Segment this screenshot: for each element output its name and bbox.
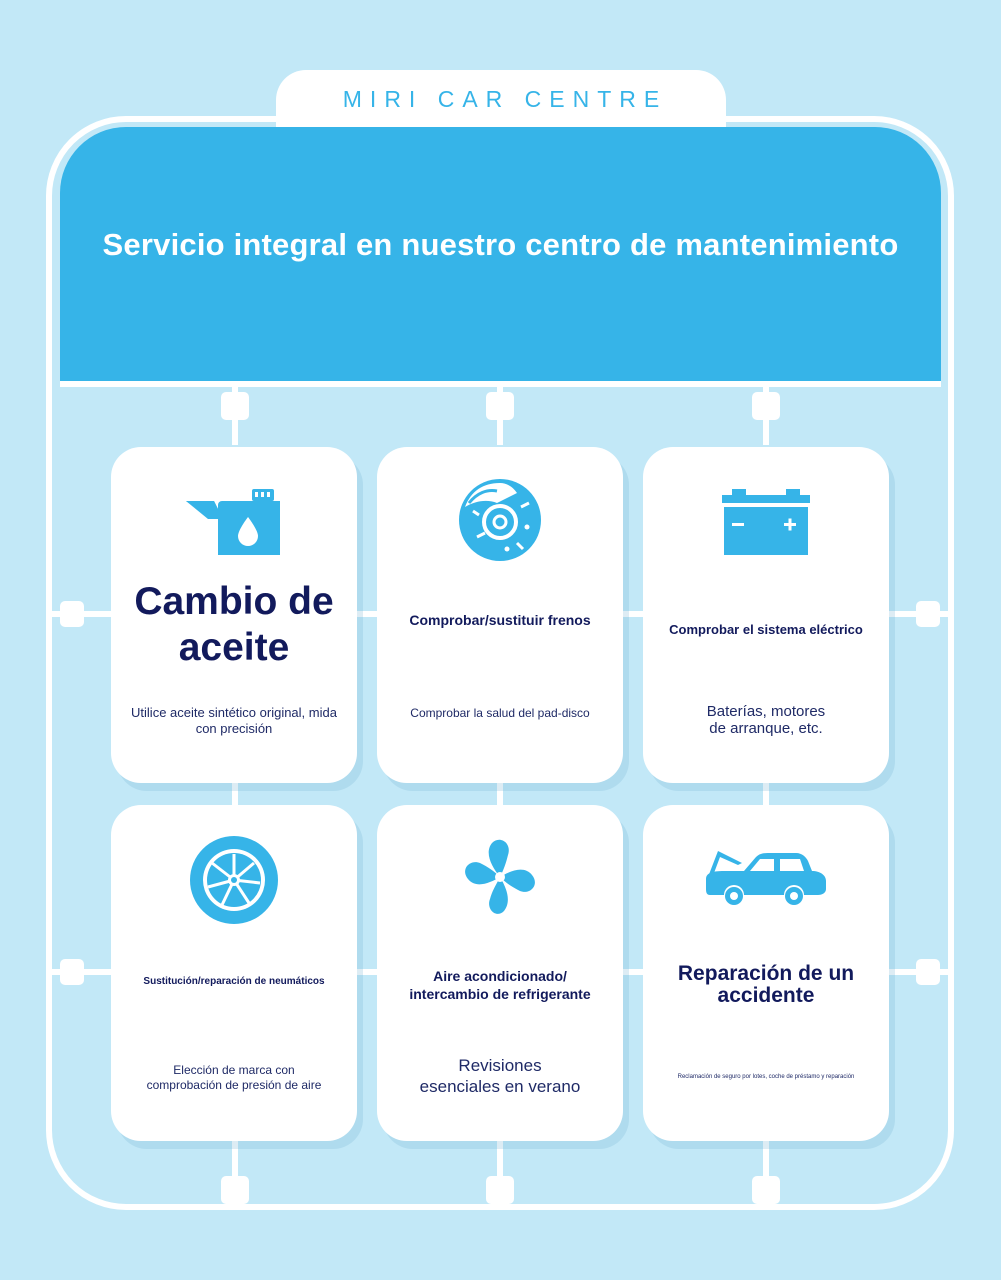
oil-can-icon [111, 487, 357, 557]
fan-icon [377, 837, 623, 917]
service-description: Baterías, motores de arranque, etc. [706, 703, 826, 737]
service-card-electrical[interactable] [643, 447, 889, 783]
battery-icon [643, 487, 889, 557]
service-title: Reparación de un accidente [677, 962, 855, 1007]
brand-tab [276, 70, 726, 128]
service-description: Reclamación de seguro por lotes, coche de préstamo y reparación [677, 1074, 855, 1080]
service-title: Cambio de aceite [134, 580, 334, 669]
service-title: Aire acondicionado/ intercambio de refrigerante [409, 968, 591, 1002]
service-card-brakes[interactable] [377, 447, 623, 783]
brand-name: MIRI CAR CENTRE [342, 85, 668, 112]
car-hood-open-icon [643, 849, 889, 909]
tire-icon [111, 835, 357, 925]
service-card-accident-repair[interactable] [643, 805, 889, 1141]
service-card-tires[interactable] [111, 805, 357, 1141]
brake-disc-icon [377, 477, 623, 563]
service-card-air-conditioning[interactable] [377, 805, 623, 1141]
service-description: Comprobar la salud del pad-disco [410, 706, 590, 720]
service-description: Utilice aceite sintético original, mida con precisión [131, 705, 337, 736]
page-title: Servicio integral en nuestro centro de mantenimiento [102, 227, 899, 262]
service-title: Comprobar el sistema eléctrico [669, 622, 863, 637]
service-title: Comprobar/sustituir frenos [409, 612, 591, 628]
header-banner [60, 127, 941, 381]
service-title: Sustitución/reparación de neumáticos [143, 976, 325, 987]
service-card-oil-change[interactable] [111, 447, 357, 783]
service-description: Revisiones esenciales en verano [419, 1056, 581, 1096]
service-description: Elección de marca con comprobación de presión de aire [146, 1063, 322, 1092]
